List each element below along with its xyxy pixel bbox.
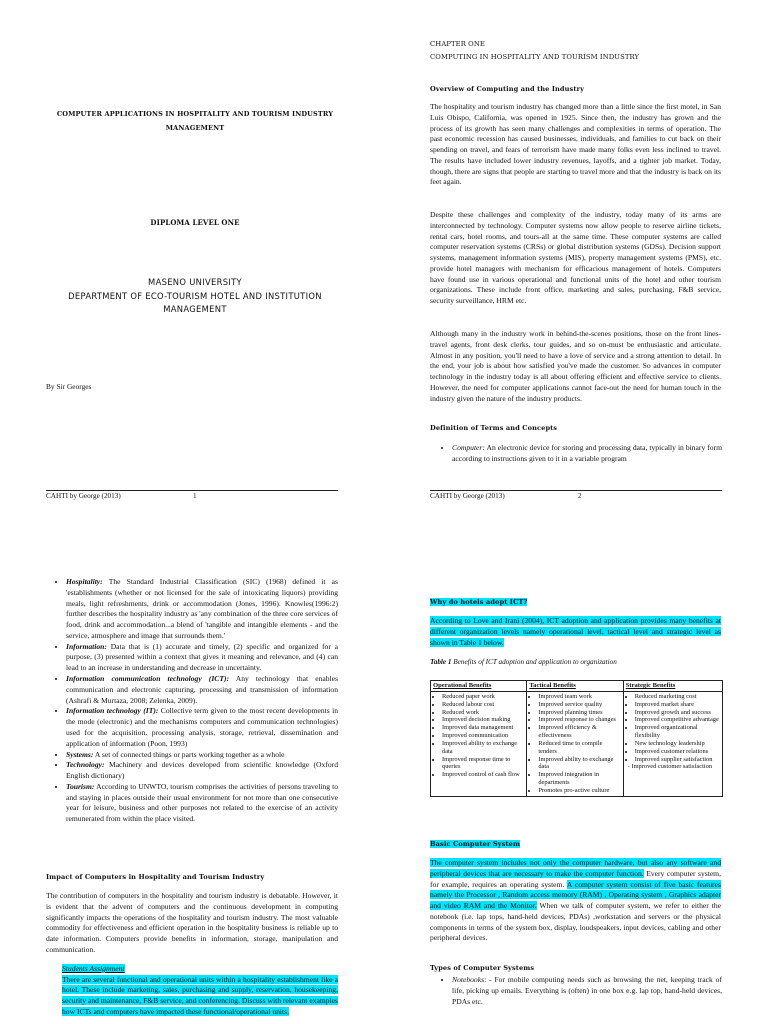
overview-heading: Overview of Computing and the Industry [430, 85, 585, 93]
page1-university-block [40, 276, 350, 317]
table-cell-item: • Reduced labour cost [442, 701, 524, 709]
page1-footer-left: CAHTI by George (2013) [46, 492, 121, 500]
students-assignment [62, 964, 338, 1017]
page1-footer-page-number: 1 [193, 492, 197, 500]
definition-text: Collective term given to the most recent developments in the mode (electronic) and the mechanisms computers and communication technologies) used for the acquisition, processing analysis, storage, retrieval, dissemination and application of information (Poon, 1993) [66, 706, 338, 748]
definition-item [66, 760, 338, 782]
table-header-strategic: Strategic Benefits [623, 681, 722, 692]
table-cell-item: • Improved efficiency & effectiveness [538, 724, 620, 740]
table-cell-item: • Improved growth and success [635, 709, 720, 717]
types-notebooks: • Notebooks: - For mobile computing needs such as browsing the net, keeping track of life, picking up emails. Everything is (often) in one box e.g. lap top, hand-held devices, PDAs etc. [442, 975, 722, 1007]
overview-paragraph-3: Although many in the industry work in behind-the-scenes positions, those on the front lines-travel agents, front desk clerks, tour guides, and so on-must be enthusiastic and articulate. Almost in any position, you'll need to have a love of service and a strong attention to detail. In the end, your job is about how satisfied you've made the customer. So advances in computer technology in the industry today is all about offering efficient and effective service to clients. However, the need for computer applications cannot face-out the need for human touch in the industry given the nature of the industry products. [430, 329, 721, 403]
definition-term: Systems: [66, 749, 94, 759]
why-paragraph: According to Love and Irani (2004), ICT adoption and application provides many benefits at different organization levels namely operational level, tactical level and strategic level as shown in Table 1 below. [430, 616, 721, 647]
overview-paragraph-1: The hospitality and tourism industry has changed more than a little since the first motel, in San Luis Obispo, California, was opened in 1925. Since then, the industry has grown and the process of its growth has seen many challenges and complexities in terms of operation. The past economic recession has caused businesses, individuals, and families to cut back on their spending on travel, and fears of terrorism have made many folks even less inclined to travel. The results have included lower industry revenues, layoffs, and a tighter job market. Today, though, there are signs that people are starting to travel more and that the industry is back on its feet again. [430, 102, 721, 187]
basic-heading: Basic Computer System [430, 840, 521, 848]
definition-text: Any technology that enables communication and electronic capturing, processing and transmission of information (Ashrafi & Murtaza, 2008; Zelenka, 2009). [66, 674, 338, 705]
page1-level: DIPLOMA LEVEL ONE [150, 218, 240, 227]
table-cell-item: - Improved customer satisfaction [628, 763, 720, 771]
definition-item [66, 782, 338, 825]
table-cell-item: • Improved ability to exchange data [538, 756, 620, 772]
table-col-tactical [527, 692, 623, 797]
table-cell-item: • Improved market share [635, 701, 720, 709]
definition-text: Data that is (1) accurate and timely, (2) specific and organized for a purpose, (3) presented within a context that gives it meaning and relevance, and (4) can lead to an increase in understanding and decrease in uncertainty. [66, 641, 338, 673]
assignment-text: There are several functional and operational units within a hospitality establishment like a hotel. These include marketing, sales, purchasing and supply, reservation, housekeeping, security and maintenance, F&B service, and conferencing. Discuss with relevant examples how ICTs and computers have impacted these functional/operational units. [62, 974, 338, 1016]
why-heading: Why do hotels adopt ICT? [430, 598, 528, 606]
table-cell-item: • Reduced marketing cost [635, 693, 720, 701]
definition-term: Information communication technology (ICT): [66, 674, 230, 684]
table-cell-item: • Reduced time to compile tenders [538, 740, 620, 756]
table-caption: Table 1 Benefits of ICT adoption and application to organization [430, 658, 617, 666]
chapter-label: CHAPTER ONE [430, 40, 485, 48]
table-cell-item: • Improved competitive advantage [635, 716, 720, 724]
table-header-operational: Operational Benefits [431, 681, 527, 692]
table-cell-item: • Improved team work [538, 693, 620, 701]
table-cell-item: • Reduced work [442, 709, 524, 717]
overview-paragraph-2: Despite these challenges and complexity of the industry, today many of its arms are interconnected by technology. Computer systems now allow people to reserve airline tickets, rental cars, hotel rooms, and tours-all at the same time. These computer systems are called computer reservation systems (CRSs) or global distribution systems (GDSs). Decision support systems, management information systems (MIS), property management systems (PMS), etc. provide hotel managers with mechanism for efficacious management of hotels. Computers have found use in various operational and functional units of the hotel and other tourism organizations. These include front office, marketing and sales, purchasing, F&B service, security surveillance, HRM etc. [430, 210, 721, 306]
definition-term: Technology: [66, 760, 105, 770]
table-cell-item: • Improved response to changes [538, 716, 620, 724]
definition-term: Information technology (IT): [66, 706, 159, 716]
page1-author: By Sir Georges [46, 382, 92, 391]
types-heading: Types of Computer Systems [430, 964, 535, 972]
table-cell-item: • Improved supplier satisfaction [635, 756, 720, 764]
definition-text: The Standard Industrial Classification (SIC) (1968) defined it as 'establishments (whether or not licensed for the sale of intoxicating liquors) providing meals, light refreshments, drink or accommodation (Jones, 1996). Knowles(1996:2) further describes the hospitality industry as 'any combination of the three core services of food, drink and accommodation...a blend of 'tangible and intangible elements - and the service, atmosphere and image that surrounds them.' [66, 577, 338, 640]
university-name: MASENO UNIVERSITY [148, 277, 242, 287]
definition-text: A set of connected things or parts working together as a whole [93, 749, 285, 759]
table-cell-item: • Improved response time to queries [442, 756, 524, 772]
table-header-tactical: Tactical Benefits [527, 681, 623, 692]
table-cell-item: • Improved customer relations [635, 748, 720, 756]
department-name-2: MANAGEMENT [163, 304, 227, 315]
table-cell-item: • Improved planning times [538, 709, 620, 717]
definition-text: Machinery and devices developed from scientific knowledge (Oxford English dictionary) [66, 760, 338, 781]
page2-footer-page-number: 2 [578, 492, 582, 500]
table-cell-item: • Improved integration in departments [538, 771, 620, 787]
table-cell-item: • New technology leadership [635, 740, 720, 748]
term-notebooks: Notebooks [452, 975, 485, 984]
definition-item [66, 706, 338, 749]
table-col-strategic [623, 692, 722, 797]
table-cell-item: • Improved ability to exchange data [442, 740, 524, 756]
definition-item [66, 642, 338, 674]
assignment-heading: Students Assignment [62, 964, 125, 973]
impact-heading: Impact of Computers in Hospitality and Tourism Industry [46, 873, 265, 881]
chapter-title: COMPUTING IN HOSPITALITY AND TOURISM INDUSTRY [430, 52, 640, 61]
definition-text: According to UNWTO, tourism comprises the activities of persons traveling to and staying in places outside their usual environment for not more than one consecutive year for leisure, business and other purposes not related to the exercise of an activity remunerated from within the place visited. [66, 781, 338, 824]
basic-paragraph: The computer system includes not only the computer hardware, but also any software and peripheral devices that are necessary to make the computer function. Every computer system, for example, requires an operating system. A computer system consist of five basic features namely the Processor , Random access memory (RAM) , Operating system , Graphics adapter and video RAM and the Monitor. When we talk of computer system, we refer to either the notebook (i.e. lap tops, hand-held devices, PDAs) ,workstation and servers or the physical components in terms of the system box, display, loudspeakers, input devices, cabling and other peripheral devices. [430, 858, 722, 943]
table-cell-item: • Improved control of cash flow [442, 771, 524, 779]
table-cell-item: • Improved communication [442, 732, 524, 740]
definition-term: Hospitality: [66, 577, 103, 586]
page2-chapter-block [430, 38, 639, 63]
benefits-table [430, 680, 723, 797]
term-computer: Computer: [452, 443, 485, 452]
definition-item [66, 577, 338, 642]
benefits-table-wrap [430, 680, 723, 797]
definition-heading: Definition of Terms and Concepts [430, 424, 558, 432]
department-name: DEPARTMENT OF ECO-TOURISM HOTEL AND INSTITUTION [68, 290, 322, 301]
table-cell-item: • Improved organizational flexibility [635, 724, 720, 740]
definition-item [66, 750, 338, 761]
definition-term: Tourism: [66, 781, 95, 791]
definition-item [66, 674, 338, 706]
page2-footer-left: CAHTI by George (2013) [430, 492, 505, 500]
impact-paragraph: The contribution of computers in the hospitality and tourism industry is debatable. However, it is evident that the advent of computers and the continuous development in computing significantly impacts the operations of the hospitality and tourism industry. The most valuable commodity for effectiveness and efficient operation in the hospitality business is reliable up to date information. Computers provide benefits in information, storage, manipulation and communication. [46, 891, 338, 954]
table-cell-item: • Promotes pro-active culture [538, 787, 620, 795]
page1-title: COMPUTER APPLICATIONS IN HOSPITALITY AND TOURISM INDUSTRY MANAGEMENT [56, 110, 334, 133]
definitions-list [50, 577, 338, 825]
table-col-operational [431, 692, 527, 797]
definition-computer: • Computer: An electronic device for storing and processing data, typically in binary form according to instructions given to it in a variable program [442, 443, 722, 465]
definition-term: Information: [66, 641, 107, 651]
table-cell-item: • Improved data management [442, 724, 524, 732]
table-cell-item: • Improved service quality [538, 701, 620, 709]
table-cell-item: • Reduced paper work [442, 693, 524, 701]
table-cell-item: • Improved decision making [442, 716, 524, 724]
